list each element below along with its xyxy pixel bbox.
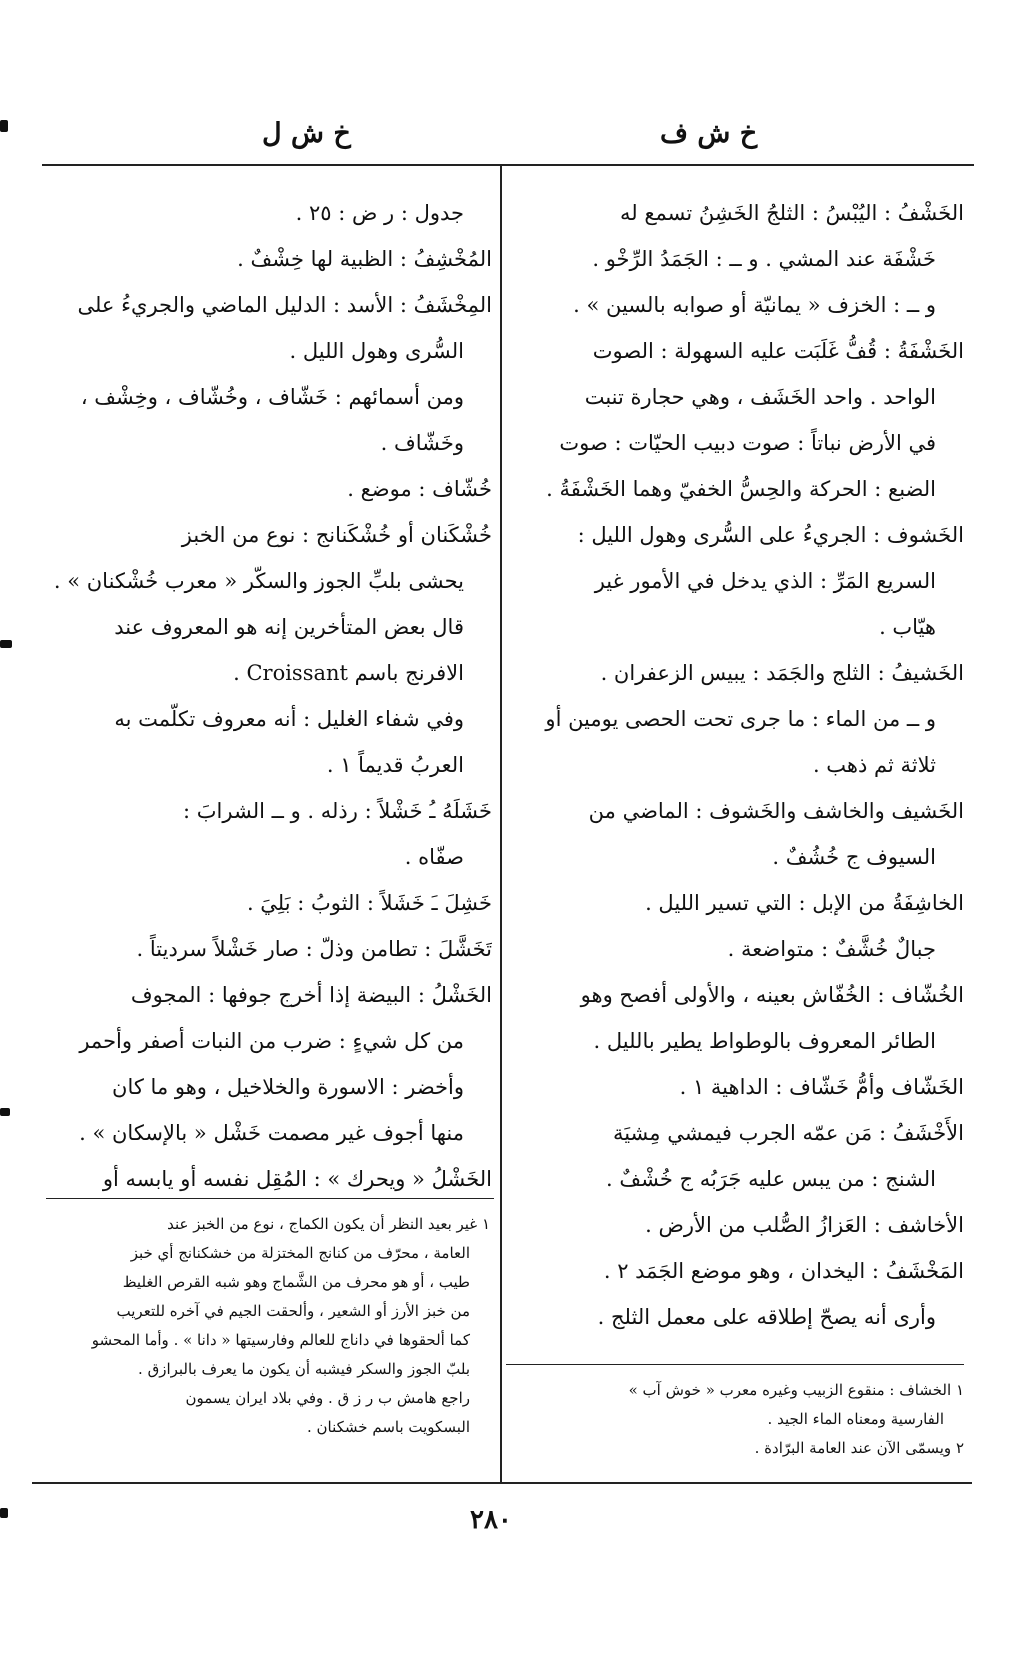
binding-mark <box>0 120 8 132</box>
page-number: ٢٨٠ <box>470 1505 512 1535</box>
right-column-header: خ ش ف <box>660 118 758 149</box>
entry-line: وأرى أنه يصحّ إطلاقه على معمل الثلج . <box>597 1305 936 1329</box>
footnote-line: من خبز الأرز أو الشعير ، وألحقت الجيم في آخره للتعريب <box>116 1302 470 1320</box>
footnote-line: بلبّ الجوز والسكر فيشبه أن يكون ما يعرف بالبرازق . <box>138 1360 470 1378</box>
entry-line: صفّاه . <box>404 845 464 869</box>
left-column-header: خ ش ل <box>262 118 351 149</box>
binding-mark <box>0 1108 10 1116</box>
entry-line: الخَشْلُ « ويحرك » : المُقِل نفسه أو يابسه أو <box>102 1167 492 1191</box>
entry-line: المِخْشَفُ : الأسد : الدليل الماضي والجريءُ على <box>77 293 492 317</box>
header-rule <box>42 164 974 166</box>
footnote-line: ٢ ويسمّى الآن عند العامة البرّادة . <box>754 1439 964 1457</box>
column-divider <box>500 166 502 1482</box>
footnote-line: الفارسية ومعناه الماء الجيد . <box>767 1410 944 1428</box>
entry-line: الخَشّاف وأمُّ خَشّاف : الداهية ١ . <box>679 1075 964 1099</box>
entry-line: وخَشّاف . <box>380 431 464 455</box>
entry-line: الشنج : من يبس عليه جَرَبُه ج خُشْفٌ . <box>606 1167 936 1191</box>
footnote-line: ١ غير بعيد النظر أن يكون الكماج ، نوع من الخبز عند <box>167 1215 490 1233</box>
entry-line: السريع المَرِّ : الذي يدخل في الأمور غير <box>594 569 936 593</box>
entry-line: من كل شيءٍ : ضرب من النبات أصفر وأحمر <box>79 1029 464 1053</box>
entry-line: الخُشّاف : الخُفّاش بعينه ، والأولى أفصح وهو <box>580 983 964 1007</box>
entry-line: المَخْشَفُ : اليخدان ، وهو موضع الجَمَد ٢ . <box>603 1259 964 1283</box>
entry-line: في الأرض نباتاً : صوت دبيب الحيّات : صوت <box>559 431 936 455</box>
right-footnote-rule <box>506 1364 964 1365</box>
entry-line: العربُ قديماً ١ . <box>326 753 464 777</box>
entry-line: وأخضر : الاسورة والخلاخيل ، وهو ما كان <box>112 1075 464 1099</box>
footnote-line: راجع هامش ب ر ز ق . وفي بلاد ايران يسمون <box>185 1389 470 1407</box>
entry-line: و ــ : الخزف « يمانيّة أو صوابه بالسين » . <box>573 293 936 317</box>
entry-line: الطائر المعروف بالوطواط يطير بالليل . <box>593 1029 936 1053</box>
left-column <box>48 190 492 1202</box>
entry-line: الخَشيفُ : الثلج والجَمَد : يبيس الزعفران . <box>600 661 964 685</box>
entry-line: هيّاب . <box>879 615 936 639</box>
entry-line: الخَشوف : الجريءُ على السُّرى وهول الليل : <box>577 523 964 547</box>
entry-line: الافرنج باسم Croissant . <box>233 661 464 685</box>
entry-line: قال بعض المتأخرين إنه هو المعروف عند <box>114 615 464 639</box>
entry-line: المُخْشِفُ : الظبية لها خِشْفٌ . <box>237 247 492 271</box>
footnote-line: طيب ، أو هو محرف من الشَّماج وهو شبه القرص الغليظ <box>122 1273 470 1291</box>
entry-line: وفي شفاء الغليل : أنه معروف تكلّمت به <box>114 707 464 731</box>
entry-line: الواحد . واحد الخَشَف ، وهي حجارة تنبت <box>584 385 936 409</box>
entry-line: الضبع : الحركة والحِسُّ الخفيّ وهما الخَشْفَةُ . <box>546 477 936 501</box>
entry-line: السيوف ج خُشُفٌ . <box>772 845 936 869</box>
entry-line: الخاشِفَةُ من الإبل : التي تسير الليل . <box>645 891 964 915</box>
entry-line: خُشّاف : موضع . <box>347 477 492 501</box>
entry-line: الخَشْفُ : اليُبْسُ : الثلجُ الخَشِنُ تسمع له <box>620 201 964 225</box>
entry-line: منها أجوف غير مصمت خَشْل « بالإسكان » . <box>79 1121 464 1145</box>
entry-line: جبالٌ خُشَّفٌ : متواضعة . <box>727 937 936 961</box>
footnote-line: البسكويت باسم خشكنان . <box>306 1418 470 1436</box>
entry-line: يحشى بلبِّ الجوز والسكّر « معرب خُشْكنان » . <box>53 569 464 593</box>
entry-line: الخَشْلُ : البيضة إذا أخرج جوفها : المجوف <box>130 983 492 1007</box>
right-column <box>510 190 964 1340</box>
entry-line: جدول : ر ض : ٢٥ . <box>295 201 464 225</box>
footnote-line: كما ألحقوها في داناج للعالم وفارسيتها « دانا » . وأما المحشو <box>91 1331 470 1349</box>
right-footnotes <box>510 1376 964 1463</box>
entry-line: و ــ من الماء : ما جرى تحت الحصى يومين أو <box>545 707 936 731</box>
entry-line: ومن أسمائهم : خَشّاف ، وخُشّاف ، وخِشْف ، <box>80 385 464 409</box>
left-footnotes <box>40 1210 490 1442</box>
entry-line: الخَشْفَةُ : قُفُّ غَلَبَت عليه السهولة : الصوت <box>592 339 964 363</box>
entry-line: خُشْكَنان أو خُشْكَنانج : نوع من الخبز <box>181 523 492 547</box>
entry-line: خَشِلَ ـَ خَشَلاً : الثوبُ : بَلِيَ . <box>246 891 492 915</box>
entry-line: خَشْفَة عند المشي . و ــ : الجَمَدُ الرِّخْو . <box>592 247 936 271</box>
entry-line: ثلاثة ثم ذهب . <box>812 753 936 777</box>
entry-line: تَخَشَّلَ : تطامن وذلّ : صار خَشْلاً سرديتاً . <box>136 937 492 961</box>
entry-line: الأخاشف : العَزازُ الصُّلب من الأرض . <box>645 1213 964 1237</box>
binding-mark <box>0 1508 8 1518</box>
footnote-line: ١ الخشاف : منقوع الزبيب وغيره معرب « خوش آب » <box>628 1381 964 1399</box>
entry-line: الأَخْشَفُ : مَن عمّه الجرب فيمشي مِشيَة <box>612 1121 964 1145</box>
entry-line: الخَشيف والخاشف والخَشوف : الماضي من <box>588 799 964 823</box>
footnote-line: العامة ، محرّف من كنانج المختزلة من خشكنانج أي خبز <box>130 1244 470 1262</box>
binding-mark <box>0 640 12 648</box>
bottom-rule <box>32 1482 972 1484</box>
entry-line: السُّرى وهول الليل . <box>289 339 464 363</box>
entry-line: خَشَلَهُ ـُ خَشْلاً : رذله . و ــ الشرابَ : <box>183 799 492 823</box>
